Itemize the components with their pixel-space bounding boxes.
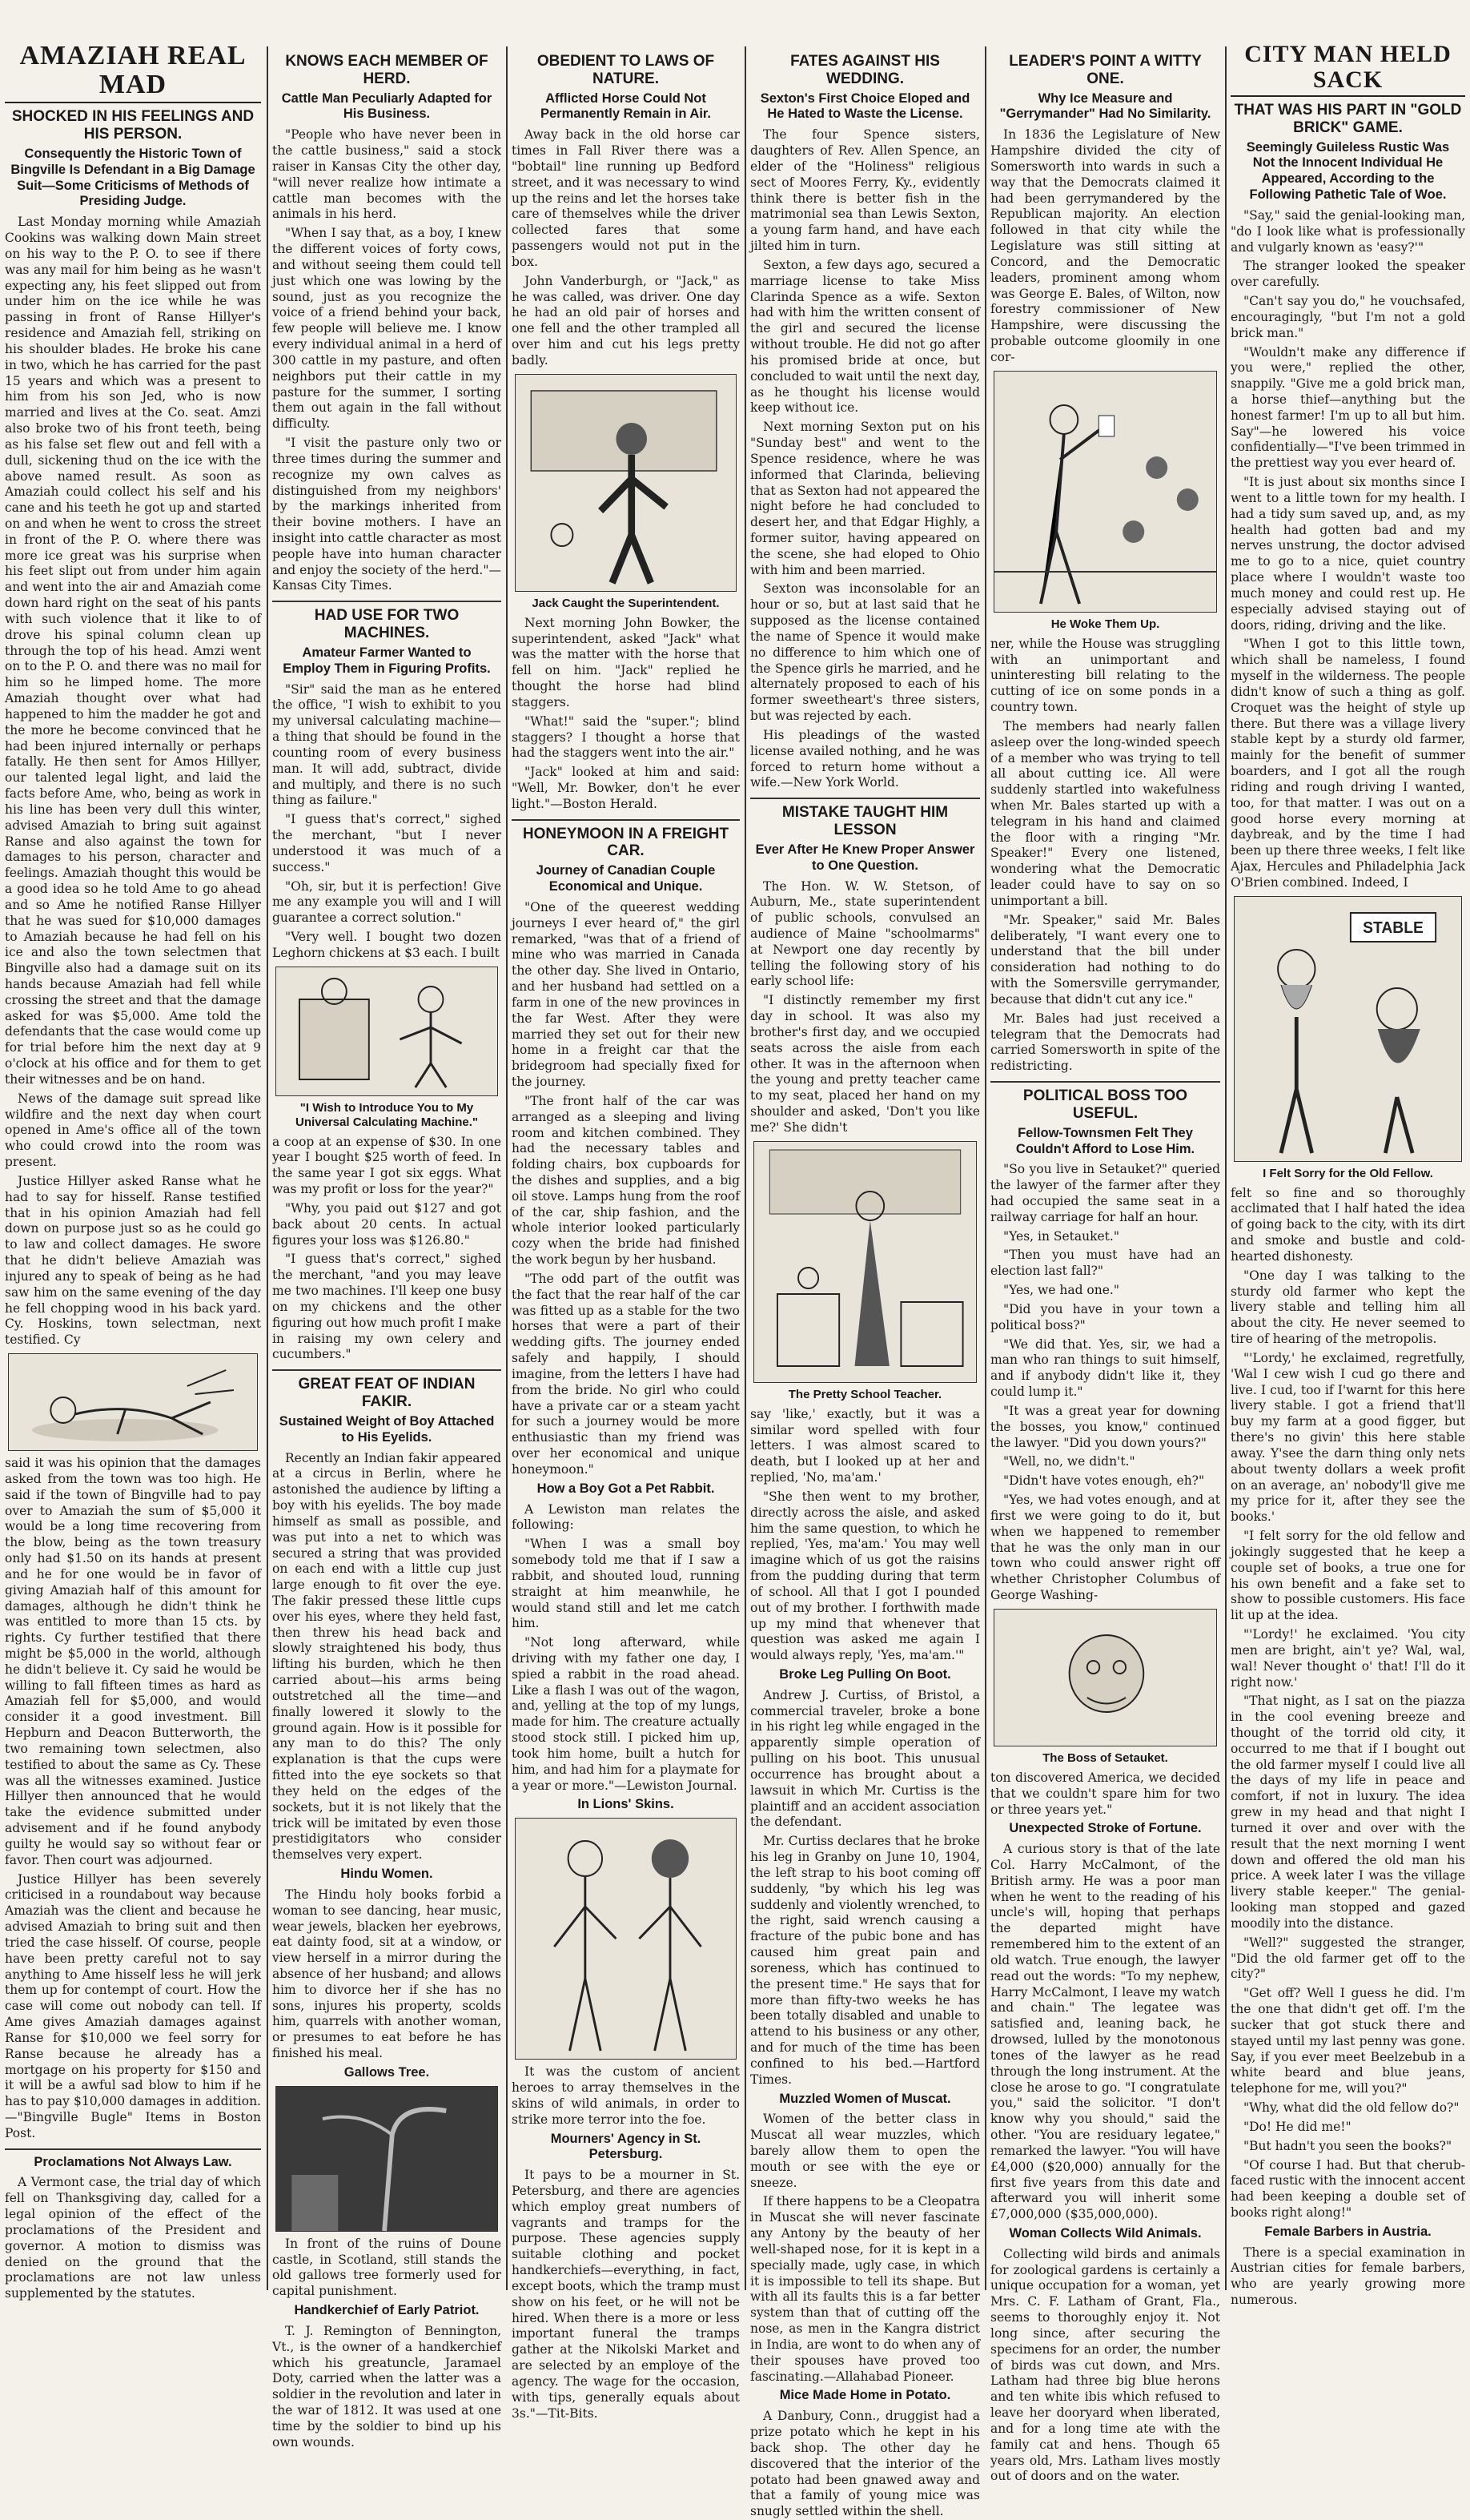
caption-lions: It was the custom of ancient heroes to array themselves in the skins of wild animals, in order to strike more terror into the foe.: [512, 2064, 740, 2127]
deck-boss: Fellow-Townsmen Felt They Couldn't Afford to Lose Him.: [1015, 1125, 1195, 1156]
paragraph: ner, while the House was struggling with an unimportant and uninteresting bill relating to the cutting of ice on some ponds in a country town.: [990, 636, 1220, 715]
paragraph: "Say," said the genial-looking man, "do I look like what is professionally and vulgarly known as 'easy?'": [1231, 207, 1465, 255]
column-rule: [745, 46, 746, 2290]
paragraph: "Yes, we had votes enough, and at first we were going to do it, but when we happened to remember that he was the only man in our town who could answer right off whether Christopher Columbus of George Washing-: [990, 1493, 1220, 1603]
caption-cityman: I Felt Sorry for the Old Fellow.: [1263, 1166, 1433, 1180]
paragraph: A Danbury, Conn., druggist had a prize potato which he kept in his back shop. The other day he discovered that the interior of the potato had been gnawed away and that a family of young mice was snugly settled within the shell.: [750, 2409, 980, 2519]
deck-leader: Why Ice Measure and "Gerrymander" Had No Similarity.: [999, 90, 1211, 122]
headline-proclamations: Proclamations Not Always Law.: [34, 2154, 232, 2169]
headline-hindu: Hindu Women.: [340, 1867, 433, 1882]
illustration-superintendent: [515, 374, 737, 592]
headline-cityman: CITY MAN HELD SACK: [1231, 42, 1465, 97]
paragraph: Away back in the old horse car times in Fall River there was a "bobtail" line running up Bedford street, and it was necessary to wind up the reins and let the horses take care of themselves while the driver collected fares that some passengers would not put in the box.: [512, 127, 740, 269]
headline-fortune: Unexpected Stroke of Fortune.: [1009, 1821, 1202, 1836]
paragraph: "Can't say you do," he vouchsafed, encouragingly, "but I'm not a gold brick man.": [1231, 294, 1465, 340]
headline-fakir: GREAT FEAT OF INDIAN FAKIR.: [298, 1376, 476, 1411]
paragraph: "I visit the pasture only two or three times during the summer and recognize my own calves as distinguished from my neighbors' by the markings inherited from their bovine mothers. I have an insight into cattle character as most people have into human character and enjoy the society of the herd."—Kansas City Times.: [272, 436, 501, 593]
headline-honeymoon: HONEYMOON IN A FREIGHT CAR.: [522, 825, 729, 860]
headline-boss: POLITICAL BOSS TOO USEFUL.: [1022, 1087, 1188, 1122]
paragraph: "One day I was talking to the sturdy old farmer who kept the livery stable and telling him all about the city. He never seemed to tire of hearing of the metropolis.: [1231, 1268, 1465, 1347]
paragraph: "Then you must have had an election last fall?": [990, 1248, 1220, 1279]
paragraph: "I felt sorry for the old fellow and jokingly suggested that he keep a couple set of books, a true one for his own benefit and a fake set to show to possible customers. His face lit up at the idea.: [1231, 1529, 1465, 1623]
paragraph: say 'like,' exactly, but it was a similar word spelled with four letters. I was almost scared to death, but I looked up at her and replied, 'No, ma'am.': [750, 1406, 980, 1485]
paragraph: Justice Hillyer has been severely criticised in a roundabout way because Amaziah was the client and because he advised Amaziah to bring suit and then tried the case hisself. Of course, people have been pretty careful not to say anything to Ame hisself less he will jerk them up for contempt of court. How the case will come out nobody can tell. If Ame gives Amaziah damages against Ranse for $10,000 we feel sorry for Ranse because he already has a mortgage on his property for $150 and it will be a awful sad blow to him if he has to pay $10,000 damages in addition.—"Bingville Bugle" Items in Boston Post.: [5, 1871, 261, 2140]
paragraph: "Yes, we had one.": [1003, 1283, 1119, 1298]
paragraph: Mr. Bales had just received a telegram that the Democrats had carried Somersworth in spite of the redistricting.: [990, 1011, 1220, 1074]
deck-fates: Sexton's First Choice Eloped and He Hated to Waste the License.: [760, 90, 970, 122]
paragraph: His pleadings of the wasted license availed nothing, and he was forced to return home without a wife.—New York World.: [750, 727, 980, 790]
paragraph: John Vanderburgh, or "Jack," as he was called, was driver. One day he had an old pair of horses and one fell and the other trampled all over him and cut his legs pretty badly.: [512, 273, 740, 368]
paragraph: a coop at an expense of $30. In one year I bought $25 worth of feed. In the same year I got six eggs. What was my profit or loss for the year?": [272, 1134, 501, 1197]
paragraph: "People who have never been in the cattle business," said a stock raiser in Kansas City the other day, "will never realize how intimate a cattle man becomes with the animals in his herd.: [272, 127, 501, 222]
deck-machines: Amateur Farmer Wanted to Employ Them in Figuring Profits.: [283, 645, 491, 676]
paragraph: ton discovered America, we decided that we couldn't spare him for two or three years yet.": [990, 1770, 1220, 1817]
paragraph: "That night, as I sat on the piazza in the cool evening breeze and thought of the torrid old city, it occurred to me that if I bought out the old farmer myself I could live all the days of my life in peace and comfort, if not in luxury. The idea grew in my head and that night I turned it over and over with the result that the next morning I went down and offered the old man his price. A week later I was the village livery stable keeper." The genial-looking man stopped and gazed moodily into the distance.: [1231, 1694, 1465, 1931]
column-rule: [267, 46, 268, 2290]
paragraph: There is a special examination in Austrian cities for female barbers, who are yearly growing more numerous.: [1231, 2245, 1465, 2308]
paragraph: Next morning John Bowker, the superintendent, asked "Jack" what was the matter with the horse that fell on him. "Jack" replied he thought the horse had blind staggers.: [512, 615, 740, 709]
paragraph: "I guess that's correct," sighed the merchant, "but I never understood it was much of a success.": [272, 812, 501, 874]
paragraph: "Of course I had. But that cherub-faced rustic with the innocent accent had been keeping a double set of books right along!": [1231, 2157, 1465, 2220]
paragraph: "Very well. I bought two dozen Leghorn chickens at $3 each. I built: [272, 930, 501, 960]
subhead-amaziah: SHOCKED IN HIS FEELINGS AND HIS PERSON.: [11, 108, 255, 143]
paragraph: Last Monday morning while Amaziah Cookins was walking down Main street on his way to the P. O. to see if there was any mail for him being as he wasn't expecting any, his feet slipped out from under him on the ice while he was passing in front of Ranse Hillyer's residence and Amaziah fell, striking on his shoulder blades. He broke his cane in two, which he has carried for the past 15 years and which was a present to him from his son Jed, who is now married and lives at the Co. seat. Amzi also broke two of his front teeth, being as his false set flew out and fell with a dull, sickening thud on the ice with the above named result. As soon as Amaziah could collect his self and his cane and his teeth he got up and started on and when he went to cross the street in front of the P. O. where there was more ice great was his surprise when his feet slipt out from under him again and went into the air and Amaziah come down hard right on the seat of his pants with such violence that it like to of drove his spinal column clean up through the top of his head. Amzi went on to the P. O. and there was no mail for him so he limped home. The more Amaziah thought over what had happened to him the madder he got and the more he become convinced that he had been injured internally or perhaps fatally. He then sent for Amos Hillyer, our talented legal light, and laid the facts before Ame, who, being as work in his line has been very dull this winter, advised Amaziah to bring suit against Ranse and also against the town for damages to his person, character and feelings. Amaziah thought this would be a good idea so he told Ame to go ahead and so Ame he notified Ranse Hillyer that he was sued for $10,000 damages to Amaziah because he had fell on his ice and also the town selectmen that Bingville also had a damage suit on its hands because Amaziah had fell while crossing the street and that the damage asked for was $5,000. Ame told the defendants that the case would come up for trial before him the next day at 9 o'clock at his office and for them to get their witnesses and be on hand.: [5, 215, 261, 1087]
column-2: [272, 50, 501, 2450]
paragraph: "Why, what did the old fellow do?": [1243, 2100, 1460, 2116]
paragraph: "Get off? Well I guess he did. I'm the one that didn't get off. I'm the sucker that got stuck there and stayed until my last penny was gone. Say, if you ever meet Beelzebub in a white beard and blue jeans, telephone for me, will you?": [1231, 1986, 1465, 2096]
paragraph: The four Spence sisters, daughters of Rev. Allen Spence, an elder of the "Holiness" religious sect of Moores Ferry, Ky., evidently think there is better fish in the matrimonial sea than Lewis Sexton, a young farm hand, and have each jilted him in turn.: [750, 127, 980, 254]
caption-leader: He Woke Them Up.: [1050, 617, 1160, 631]
paragraph: Women of the better class in Muscat all wear muzzles, which barely allow them to open the mouth or see with the eye or sneeze.: [750, 2112, 980, 2190]
divider: [5, 2148, 261, 2150]
paragraph: A Vermont case, the trial day of which fell on Thanksgiving day, called for a legal opinion of the effect of the proclamations of the President and governor. A motion to dismiss was denied on the ground that the proclamations are not law unless supplemented by the statutes.: [5, 2175, 261, 2301]
paragraph: If there happens to be a Cleopatra in Muscat she will never fascinate any Antony by the beauty of her well-shaped nose, for it is kept in a specially made, ugly case, in which it is impossible to tell its shape. But with all its faults this is a far better system than that of cutting off the nose, as men in the Kangra district in India, are wont to do when any of their spouses have proved too fascinating.—Allahabad Pioneer.: [750, 2194, 980, 2384]
paragraph: "It is just about six months since I went to a little town for my health. I had a tidy sum saved up, and, as my health had gotten bad and my nerves unstrung, the doctor advised me to go to a nice, quiet country place where I wouldn't waste too much money and could rest up. He especially advised staying out of doors, riding, driving and the like.: [1231, 475, 1465, 633]
deck-cityman: Seemingly Guileless Rustic Was Not the Innocent Individual He Appeared, According to the Following Pathetic Tale of Woe.: [1246, 139, 1450, 203]
paragraph: "Well, no, we didn't.": [1003, 1454, 1135, 1469]
column-rule: [985, 46, 986, 2290]
headline-handkerchief: Handkerchief of Early Patriot.: [294, 2303, 480, 2318]
deck-herd: Cattle Man Peculiarly Adapted for His Business.: [281, 90, 492, 122]
headline-obedient: OBEDIENT TO LAWS OF NATURE.: [536, 53, 715, 87]
stable-sign: STABLE: [1363, 918, 1424, 937]
illustration-livery-stable: [1234, 896, 1462, 1162]
paragraph: "Mr. Speaker," said Mr. Bales deliberately, "I want every one to understand that the bill under consideration had nothing to do with the Somersville gerrymander, because that didn't cut any ice.": [990, 912, 1220, 1007]
headline-mice: Mice Made Home in Potato.: [779, 2388, 951, 2403]
paragraph: Andrew J. Curtiss, of Bristol, a commercial traveler, broke a bone in his right leg while engaged in the apparently simple operation of pulling on his boot. This unusual occurrence has brought about a lawsuit in which Mr. Curtiss is the plaintiff and an accident association the defendant.: [750, 1687, 980, 1830]
column-5: [990, 50, 1220, 2484]
paragraph: T. J. Remington of Bennington, Vt., is the owner of a handkerchief which his greatuncle, Jaramael Doty, carried when the latter was a soldier in the revolution and later in the war of 1812. It was used at one time by the soldier to bind up his own wounds.: [272, 2323, 501, 2450]
paragraph: "Did you have in your town a political boss?": [990, 1301, 1220, 1332]
column-1: [5, 41, 261, 2301]
paragraph: "The odd part of the outfit was the fact that the rear half of the car was fitted up as a stable for the two horses that were a part of their wedding gifts. The journey ended safely and happily, I should imagine, from the letters I have had from the bride. No girl who could have a private car or a steam yacht for such a journey would be more enthusiastic than my friend was over her economical and unique honeymoon.": [512, 1271, 740, 1477]
deck-amaziah: Consequently the Historic Town of Bingville Is Defendant in a Big Damage Suit—Some Criticisms of Methods of Presiding Judge.: [10, 147, 255, 209]
headline-gallows: Gallows Tree.: [343, 2064, 430, 2080]
column-6: [1231, 41, 1465, 2308]
headline-muzzled: Muzzled Women of Muscat.: [779, 2091, 951, 2106]
paragraph: "But hadn't you seen the books?": [1243, 2138, 1452, 2153]
paragraph: The Hindu holy books forbid a woman to see dancing, hear music, wear jewels, blacken her eyebrows, eat dainty food, sit at a window, or view herself in a mirror during the absence of her husband; and allows him to divorce her if she has no sons, injures his property, scolds him, quarrels with another woman, or presumes to eat before he has finished his meal.: [272, 1887, 501, 2061]
headline-brokeleg: Broke Leg Pulling On Boot.: [779, 1667, 951, 1682]
column-rule: [506, 46, 508, 2290]
divider: [272, 1369, 501, 1371]
paragraph: Sexton, a few days ago, secured a marriage license to take Miss Clarinda Spence as a wife. Sexton had with him the written consent of the girl and secured the license without trouble. He did not go after his promised bride at once, but concluded to wait until the next day, as he thought his license would keep without ice.: [750, 257, 980, 416]
paragraph: The Hon. W. W. Stetson, of Auburn, Me., state superintendent of public schools, convulsed an audience of Maine "schoolmarms" at Newport one day recently by telling the following story of his early school life:: [750, 878, 980, 989]
caption-boss: The Boss of Setauket.: [1042, 1750, 1168, 1765]
paragraph: A curious story is that of the late Col. Harry McCalmont, of the British army. He was a poor man when he went to the reading of his uncle's will, hoping that perhaps the departed might have remembered him to the extent of an old watch. True enough, the lawyer read out the words: "To my nephew, Harry McCalmont, I leave my watch and chain." The legatee was satisfied and, leaning back, he drowsed, lulled by the monotonous tones of the lawyer as he read through the long instrument. At the close he arose to go. "I congratulate you," said the solicitor. "I don't know why you should," said the other. "You are residuary legatee," remarked the lawyer. "You will have £4,000 ($20,000) annually for the first five years from this date and afterward you will inherit some £7,000,000 ($35,000,000).: [990, 1842, 1220, 2222]
paragraph: "One of the queerest wedding journeys I ever heard of," the girl remarked, "was that of a friend of mine who was married in Canada the other day. She lived in Ontario, and her husband had settled on a farm in one of the new provinces in the far West. After they were married they set out for their new home in a freight car that the bridegroom had specially fixed for the journey.: [512, 899, 740, 1090]
headline-rabbit: How a Boy Got a Pet Rabbit.: [536, 1481, 715, 1496]
headline-woman: Woman Collects Wild Animals.: [1009, 2226, 1202, 2241]
paragraph: "What!" said the "super."; blind staggers? I thought a horse that had the staggers went into the air.": [512, 713, 740, 761]
paragraph: News of the damage suit spread like wildfire and the next day when court opened in Ame's office all of the town who could crowd into the room was present.: [5, 1091, 261, 1170]
divider: [512, 819, 740, 821]
divider: [750, 798, 980, 799]
headline-amaziah: AMAZIAH REAL MAD: [5, 42, 261, 103]
paragraph: "So you live in Setauket?" queried the lawyer of the farmer after they had occupied the same seat in a railway carriage for half an hour.: [990, 1162, 1220, 1224]
headline-machines: HAD USE FOR TWO MACHINES.: [314, 607, 460, 642]
paragraph: The members had nearly fallen asleep over the long-winded speech of a member who was trying to tell all about cutting ice. All were suddenly startled into wakefulness when Mr. Bales started up with a telegram in his hand and claimed the floor with a ringing "Mr. Speaker!" Every one listened, wondering what the Democratic leader could have to say on so unimportant a bill.: [990, 718, 1220, 908]
illustration-school-teacher: [753, 1141, 977, 1383]
paragraph: Justice Hillyer asked Ranse what he had to say for hisself. Ranse testified that in his opinion Amaziah had fell down on purpose just so as he could go to law and collect damages. He swore that he didn't believe Amaziah was injured any to speak of being as he had saw him on the same evening of the day he fell chopping wood in his back yard. Cy. Hoskins, town selectman, next testified. Cy: [5, 1173, 261, 1348]
paragraph: "Jack" looked at him and said: "Well, Mr. Bowker, don't he ever light."—Boston Herald.: [512, 765, 740, 811]
illustration-calculating-machine: [275, 967, 498, 1096]
column-rule: [1225, 46, 1227, 2290]
paragraph: "When I say that, as a boy, I knew the different voices of forty cows, and without seeing them could tell just which one was lowing by the sound, just as you recognize the voice of a friend behind your back, few people will believe me. I know every individual animal in a herd of 300 cattle in my pasture, and often neighbors put their cattle in my pasture for the summer, I sorting them out again in the fall without difficulty.: [272, 226, 501, 432]
paragraph: "Why, you paid out $127 and got back about 20 cents. In actual figures your loss was $126.80.": [272, 1200, 501, 1248]
headline-lions: In Lions' Skins.: [577, 1797, 674, 1812]
headline-barbers: Female Barbers in Austria.: [1264, 2224, 1432, 2239]
paragraph: The stranger looked the speaker over carefully.: [1231, 259, 1465, 290]
paragraph: In 1836 the Legislature of New Hampshire divided the city of Somersworth into wards in such a way that the Democrats claimed it had been gerrymandered by the Republican majority. An election followed in that city while the Legislature was still sitting at Concord, and the Democratic leaders, prominent among whom was George E. Bales, of Wilton, now forestry commissioner of New Hampshire, were discussing the probable outcome gloomily in one cor-: [990, 127, 1220, 364]
caption-machines: "I Wish to Introduce You to My Universal Calculating Machine.": [295, 1100, 478, 1129]
headline-fates: FATES AGAINST HIS WEDDING.: [790, 53, 940, 87]
paragraph: "Yes, in Setauket.": [1003, 1228, 1119, 1244]
paragraph: "'Lordy!' he exclaimed. 'You city men are bright, ain't ye? Wal, wal, wal! Never thought o' that! I'll do it right now.': [1231, 1627, 1465, 1690]
paragraph: "Sir" said the man as he entered the office, "I wish to exhibit to you my universal calculating machine—a thing that should be found in the counting room of every business man. It will add, subtract, divide and multiply, and there is no such thing as failure.": [272, 681, 501, 808]
deck-mistake: Ever After He Knew Proper Answer to One Question.: [755, 842, 975, 873]
deck-fakir: Sustained Weight of Boy Attached to His Eyelids.: [279, 1413, 495, 1445]
paragraph: "Didn't have votes enough, eh?": [1003, 1473, 1205, 1489]
paragraph: felt so fine and so thoroughly acclimated that I half hated the idea of going back to the city, with its dirt and smoke and bustle and cold-hearted dishonesty.: [1231, 1185, 1465, 1264]
paragraph: Sexton was inconsolable for an hour or so, but at last said that he supposed as the license contained the name of Spence it would make no difference to him which one of the Spence girls he married, and he alternately proposed to each of his former sweetheart's three sisters, but was rejected by each.: [750, 581, 980, 724]
headline-herd: KNOWS EACH MEMBER OF HERD.: [285, 53, 488, 87]
divider: [272, 601, 501, 602]
deck-honeymoon: Journey of Canadian Couple Economical and Unique.: [536, 863, 716, 894]
paragraph: "'Lordy,' he exclaimed, regretfully, 'Wal I cew wish I cud go there and live. I cud, too if I'warnt for this here livery stable. I got a friend that'll buy my farm at a good figger, but there's no givin' this here stable away. Y'see the darn thing only nets about twenty dollars a week profit on an average, an' nobody'll give me my price for it, after they see the books.': [1231, 1350, 1465, 1525]
column-4: [750, 50, 980, 2519]
paragraph: "The front half of the car was arranged as a sleeping and living room and kitchen combined. They had the necessary tables and folding chairs, box cupboards for the dishes and supplies, and a big oil stove. Lamps hung from the roof of the car, ship fashion, and the whole interior looked particularly cozy when the bride had finished the work begun by her husband.: [512, 1093, 740, 1268]
paragraph: Next morning Sexton put on his "Sunday best" and went to the Spence residence, where he was informed that Clarinda, believing that as Sexton had not appeared the night before he had concluded to desert her, and that Edgar Highly, a former suitor, having appeared on the scene, she had eloped to Ohio with him and been married.: [750, 420, 980, 577]
column-3: [512, 50, 740, 2421]
headline-mourners: Mourners' Agency in St. Petersburg.: [550, 2131, 701, 2162]
paragraph: Mr. Curtiss declares that he broke his leg in Granby on June 10, 1904, the left strap to his boot coming off suddenly, "by which his leg was suddenly and violently wrenched, to the right, said wrench causing a fracture of the pubic bone and has caused him great pain and soreness, which has continued to the present time." He says that for more than fifty-two weeks he has been totally disabled and unable to attend to his business or any other, and for much of the time has been confined to his bed.—Hartford Times.: [750, 1834, 980, 2087]
paragraph: A Lewiston man relates the following:: [512, 1501, 740, 1533]
illustration-boss: [994, 1609, 1217, 1746]
paragraph: "We did that. Yes, sir, we had a man who ran things to suit himself, and if anybody didn't like it, they could lump it.": [990, 1336, 1220, 1400]
illustration-legislature: [994, 371, 1217, 613]
deck-obedient: Afflicted Horse Could Not Permanently Remain in Air.: [540, 90, 712, 122]
paragraph: Collecting wild birds and animals for zoological gardens is certainly a unique occupation for a woman, yet Mrs. C. F. Latham of Grant, Fla., seems to thoroughly enjoy it. Not long since, after securing the specimens for an order, the number of birds was cut down, and Mrs. Latham had three big blue herons and ten white ibis which refused to leave her dooryard when liberated, and for a long time ate with the family cat and hens. Though 65 years old, Mrs. Latham lives mostly out of doors and on the water.: [990, 2246, 1220, 2484]
paragraph: "She then went to my brother, directly across the aisle, and asked him the same question, to which he replied, 'Yes, ma'am.' You may well imagine which of us got the raisins from the pudding during that term of school. All that I got I pounded out of my brother. I forthwith made up my mind that whenever that question was asked me again I would always reply, 'Yes, ma'am.'": [750, 1489, 980, 1663]
paragraph: It pays to be a mourner in St. Petersburg, and there are agencies which employ great numbers of vagrants and tramps for the purpose. These agencies supply suitable clothing and pocket handkerchiefs—everything, in fact, except boots, which the tramp must show on his feet, or he will not be hired. When there is a more or less important funeral the tramps gather at the Nikolski Market and are selected by an employe of the agency. The wage for the occasion, with tips, generally equals about 3s."—Tit-Bits.: [512, 2168, 740, 2421]
caption-gallows: In front of the ruins of Doune castle, in Scotland, still stands the old gallows tree formerly used for capital punishment.: [272, 2236, 501, 2299]
paragraph: "Do! He did me!": [1243, 2119, 1352, 2134]
illustration-gallows-tree: [275, 2086, 498, 2232]
paragraph: said it was his opinion that the damages asked from the town was too high. He said if the town of Bingville had to pay over to Amaziah the sum of $5,000 it would be a long time recovering from the blow, being as the town treasury only had $1.50 on its hands at present and he for one would be in favor of giving Amaziah half of this amount for damages, although he didn't think he was entitled to more than 15 cts. by rights. Cy further testified that there might be $5,000 in the world, although he didn't believe it. Cy said he would be willing to fall fifteen times as hard as Amaziah fell for $5,000, and would consider it a good investment. Bill Hepburn and Deacon Butterworth, the two remaining town selectmen, also testified to about the same as Cy. These was all the witnesses examined. Justice Hillyer then announced that he would take the evidence submitted under advisement and if he found anybody guilty he would say so without fear or favor. Then court was adjourned.: [5, 1456, 261, 1867]
paragraph: "When I was a small boy somebody told me that if I saw a rabbit, and shouted loud, running straight at him meanwhile, he would stand still and let me catch him.: [512, 1537, 740, 1631]
divider: [990, 1081, 1220, 1083]
paragraph: "Well?" suggested the stranger, "Did the old farmer get off to the city?": [1231, 1935, 1465, 1982]
caption-mistake: The Pretty School Teacher.: [788, 1387, 942, 1401]
paragraph: "It was a great year for downing the bosses, you know," continued the lawyer. "Did you down yours?": [990, 1403, 1220, 1450]
illustration-fallen-man: [8, 1353, 258, 1451]
paragraph: "I guess that's correct," sighed the merchant, "and you may leave me two machines. I'll keep one busy on my chickens and the other figuring out how much profit I make in raising my own celery and cucumbers.": [272, 1252, 501, 1362]
illustration-lion-skins: [515, 1818, 737, 2060]
headline-leader: LEADER'S POINT A WITTY ONE.: [1009, 53, 1202, 87]
subhead-cityman: THAT WAS HIS PART IN "GOLD BRICK" GAME.: [1234, 102, 1462, 136]
paragraph: "Oh, sir, but it is perfection! Give me any example you will and I will guarantee a correct solution.": [272, 878, 501, 926]
paragraph: "Not long afterward, while driving with my father one day, I spied a rabbit in the road ahead. Like a flash I was out of the wagon, and, yelling at the top of my lungs, made for him. The creature actually stood stock still. I picked him up, took him home, built a hutch for him, and had him for a playmate for a year or more."—Lewiston Journal.: [512, 1635, 740, 1793]
paragraph: "I distinctly remember my first day in school. It was also my brother's first day, and we occupied seats across the aisle from each other. It was in the afternoon when the young and pretty teacher came to my seat, placed her hand on my shoulder and asked, 'Don't you like me?' She didn't: [750, 993, 980, 1135]
paragraph: "Wouldn't make any difference if you were," replied the other, snappily. "Give me a gold brick man, a horse thief—anything but the honest farmer! I'm up to all but him. Say"—he lowered his voice confidentially—"I've been trimmed in the prettiest way you ever heard of.: [1231, 344, 1465, 471]
paragraph: Recently an Indian fakir appeared at a circus in Berlin, where he astonished the audience by lifting a boy with his eyelids. The boy made himself as small as possible, and was put into a net to which was secured a string that was provided on each end with a little cup just large enough to fit over the eye. The fakir pressed these little cups over his eyes, where they held fast, then threw his head back and slowly straightened his body, thus lifting his burden, which he then carried about—his arms being outstretched all the time—and finally lowered it slowly to the ground again. How is it possible for any man to do this? The only explanation is that the cups were fitted into the eye sockets so that they held on the edges of the sockets, but it is not likely that the trick will be imitated by even those prestidigitators who consider themselves very expert.: [272, 1450, 501, 1863]
caption-obedient: Jack Caught the Superintendent.: [532, 596, 720, 610]
paragraph: "When I got to this little town, which shall be nameless, I found myself in the wilderness. The people didn't know of such a thing as golf. Croquet was the height of style up there. But there was a village livery stable kept by a sturdy old farmer, mainly for the benefit of summer boarders, and I got all the rough riding and rough driving I wanted, too, for that matter. I was out on a good horse every morning at daybreak, and by the time I had been up there three weeks, I felt like Ajax, Hercules and Philadelphia Jack O'Brien combined. Indeed, I: [1231, 637, 1465, 890]
headline-mistake: MISTAKE TAUGHT HIM LESSON: [781, 804, 949, 839]
